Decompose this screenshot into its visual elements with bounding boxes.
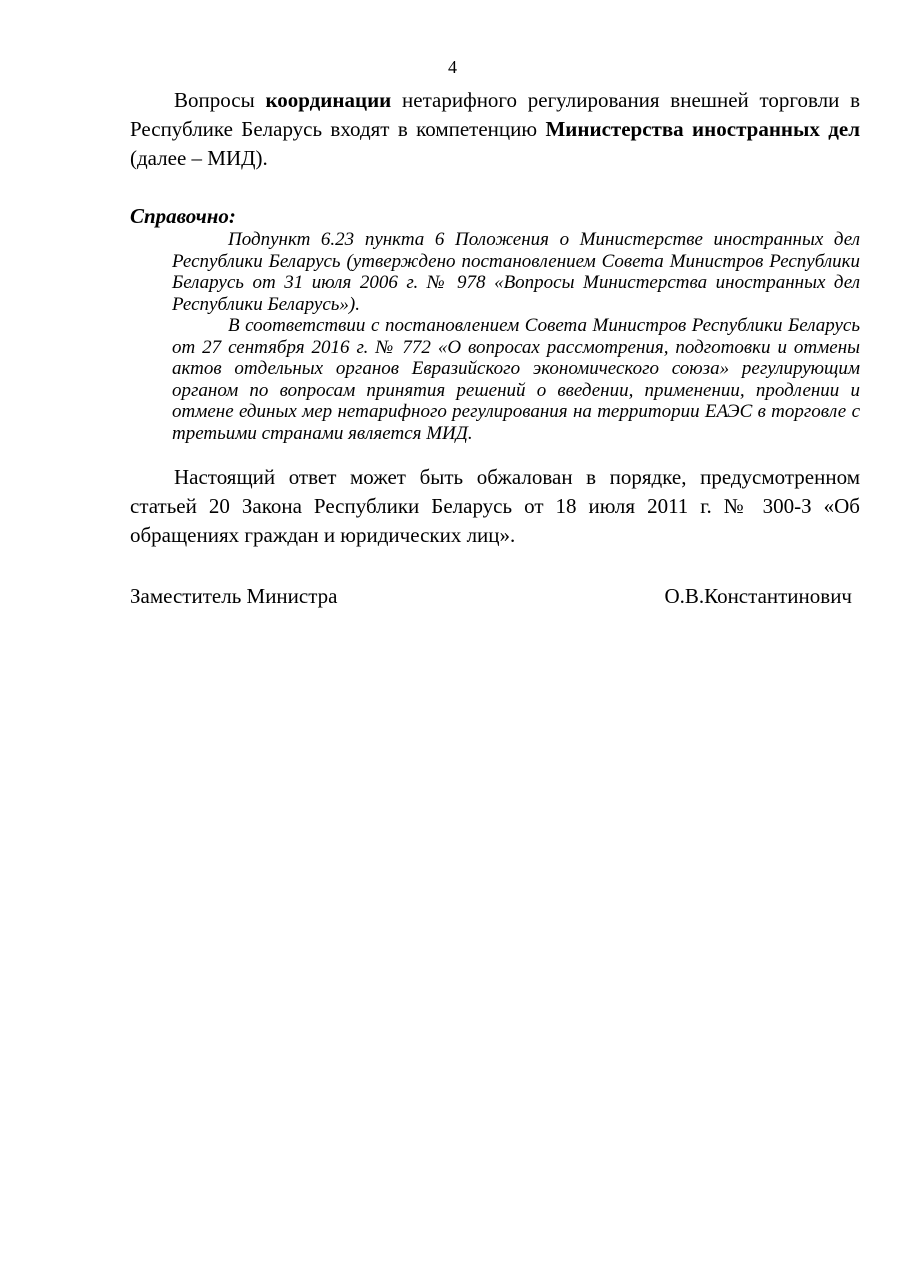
signature-title: Заместитель Министра bbox=[130, 584, 338, 608]
paragraph-coordination-text bbox=[130, 86, 860, 173]
signature-name: О.В.Константинович bbox=[664, 584, 852, 608]
paragraph-appeal bbox=[130, 463, 860, 550]
paragraph-coordination bbox=[130, 86, 860, 173]
page-number: 4 bbox=[448, 57, 457, 77]
para1-text-2: нетарифного регулирования внешней торговли в Республике Беларусь входят в компетенцию bbox=[130, 88, 860, 141]
para1-bold-coordination: координации bbox=[265, 88, 392, 112]
para1-text-3: (далее – МИД). bbox=[130, 146, 268, 170]
reference-item-1: Подпункт 6.23 пункта 6 Положения о Министерстве иностранных дел Республики Беларусь (утверждено постановлением Совета Министров Республики Беларусь от 31 июля 2006 г. № 978 «Вопросы Министерства иностранных дел Республики Беларусь»). bbox=[172, 229, 860, 315]
para1-text-1: Вопросы bbox=[174, 88, 266, 112]
appeal-text: Настоящий ответ может быть обжалован в порядке, предусмотренном статьей 20 Закона Республики Беларусь от 18 июля 2011 г. № 300-З «Об обращениях граждан и юридических лиц». bbox=[130, 465, 860, 547]
reference-item-2: В соответствии с постановлением Совета Министров Республики Беларусь от 27 сентября 2016 г. № 772 «О вопросах рассмотрения, подготовки и отмены актов отдельных органов Евразийского экономического союза» регулирующим органом по вопросам принятия решений о введении, применении, продлении и отмене единых мер нетарифного регулирования на территории ЕАЭС в торговле с третьими странами является МИД. bbox=[172, 315, 860, 444]
reference-block bbox=[172, 229, 860, 444]
para1-bold-ministry: Министерства иностранных дел bbox=[545, 117, 860, 141]
reference-heading: Справочно: bbox=[130, 204, 236, 228]
